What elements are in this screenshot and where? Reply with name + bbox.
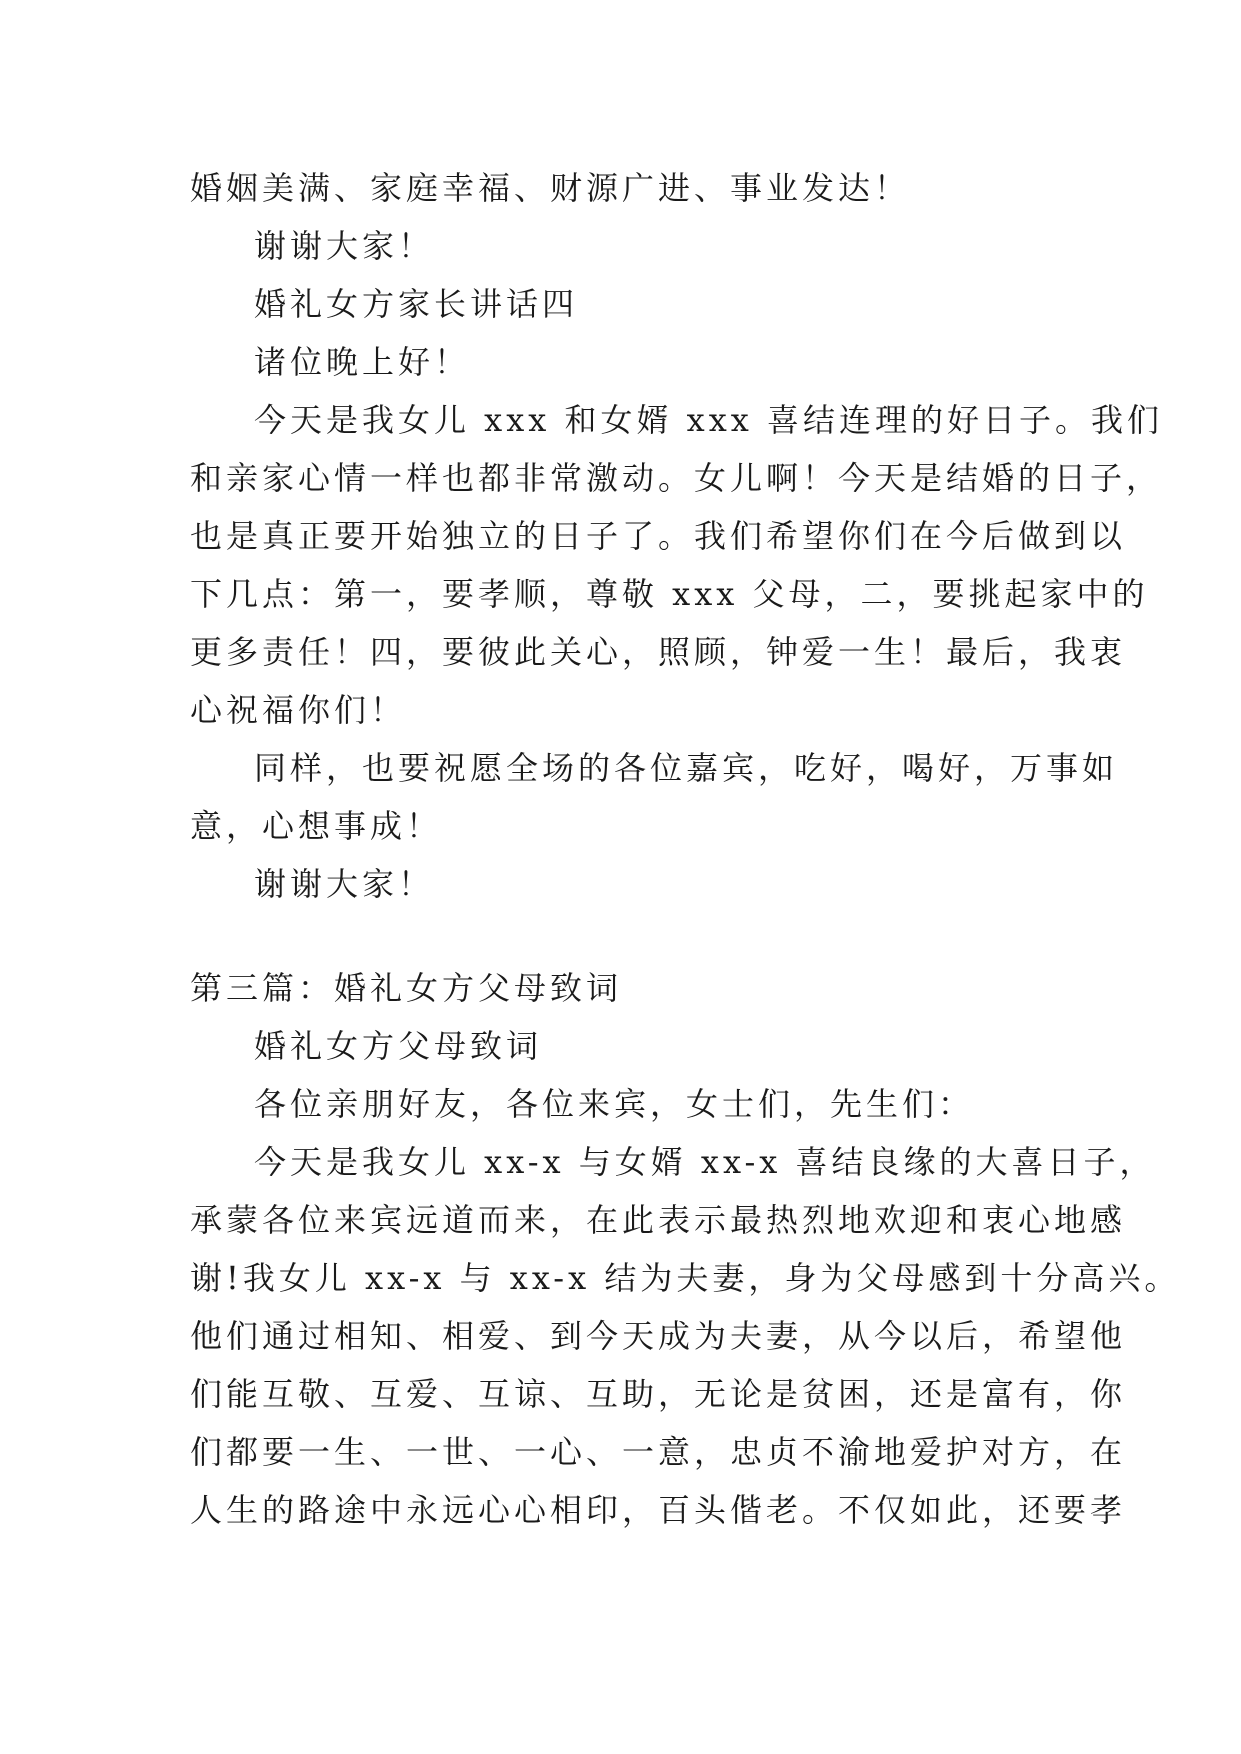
paragraph-line: 心祝福你们！	[190, 691, 407, 729]
paragraph-line: 人生的路途中永远心心相印，百头偕老。不仅如此，还要孝	[190, 1491, 1127, 1529]
speech-title: 婚礼女方家长讲话四	[254, 285, 579, 323]
document-body	[190, 159, 1181, 1539]
greeting-line: 各位亲朋好友，各位来宾，女士们，先生们：	[254, 1085, 975, 1123]
paragraph-line: 今天是我女儿 xx-x 与女婿 xx-x 喜结良缘的大喜日子，	[254, 1143, 1156, 1181]
paragraph-line: 意，心想事成！	[190, 807, 443, 845]
paragraph	[190, 739, 1119, 855]
closing-line: 谢谢大家！	[254, 865, 435, 903]
paragraph-line: 谢!我女儿 xx-x 与 xx-x 结为夫妻，身为父母感到十分高兴。	[190, 1259, 1181, 1297]
paragraph-line: 今天是我女儿 xxx 和女婿 xxx 喜结连理的好日子。我们	[254, 401, 1163, 439]
paragraph-line: 和亲家心情一样也都非常激动。女儿啊！今天是结婚的日子，	[190, 459, 1163, 497]
paragraph-line: 更多责任！四，要彼此关心，照顾，钟爱一生！最后，我衷	[190, 633, 1127, 671]
paragraph-line: 们能互敬、互爱、互谅、互助，无论是贫困，还是富有，你	[190, 1375, 1127, 1413]
section-heading: 第三篇：婚礼女方父母致词	[190, 969, 623, 1007]
paragraph-line: 他们通过相知、相爱、到今天成为夫妻，从今以后，希望他	[190, 1317, 1127, 1355]
paragraph-line: 们都要一生、一世、一心、一意，忠贞不渝地爱护对方，在	[190, 1433, 1127, 1471]
paragraph-line: 同样，也要祝愿全场的各位嘉宾，吃好，喝好，万事如	[254, 749, 1119, 787]
paragraph-line: 下几点：第一，要孝顺，尊敬 xxx 父母，二，要挑起家中的	[190, 575, 1149, 613]
paragraph	[190, 391, 1163, 739]
paragraph-line: 承蒙各位来宾远道而来，在此表示最热烈地欢迎和衷心地感	[190, 1201, 1127, 1239]
paragraph-line: 也是真正要开始独立的日子了。我们希望你们在今后做到以	[190, 517, 1127, 555]
thanks-line: 谢谢大家！	[254, 227, 435, 265]
section-gap	[190, 913, 1060, 959]
text-line: 婚姻美满、家庭幸福、财源广进、事业发达！	[190, 169, 911, 207]
paragraph	[190, 1133, 1181, 1539]
speech-title: 婚礼女方父母致词	[254, 1027, 543, 1065]
greeting-line: 诸位晚上好！	[254, 343, 471, 381]
